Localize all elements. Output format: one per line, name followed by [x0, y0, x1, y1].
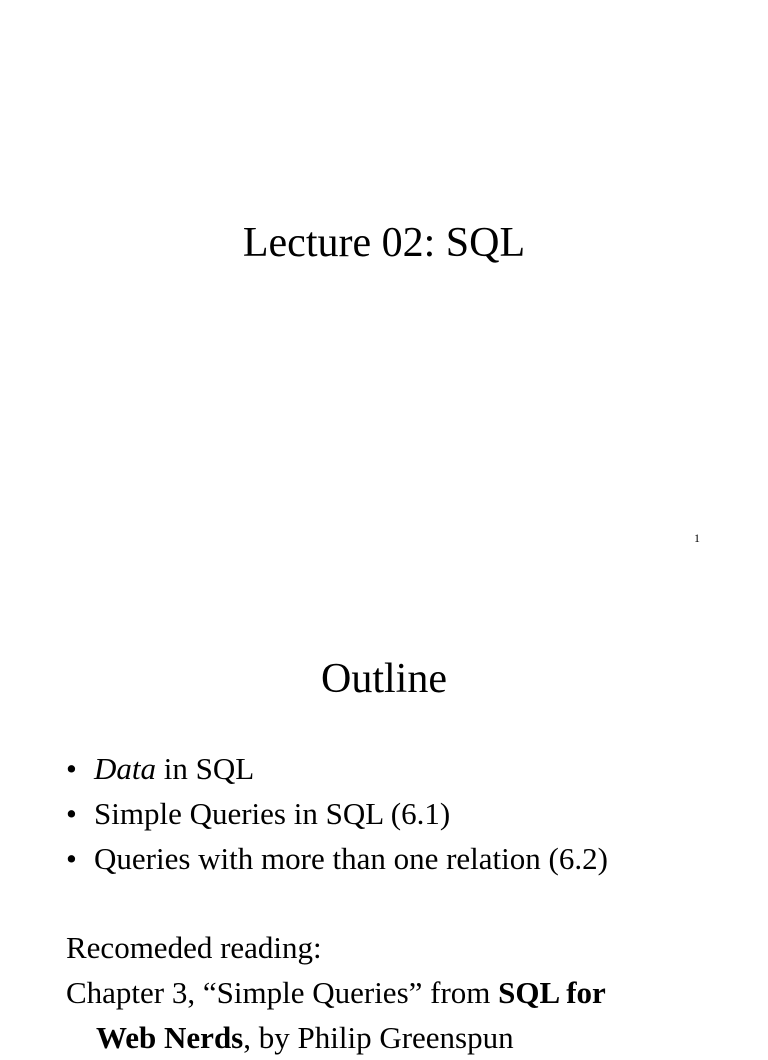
- outline-item-label: Queries with more than one relation (6.2): [94, 841, 608, 876]
- page-number: 1: [694, 531, 700, 545]
- outline-item-label: Simple Queries in SQL (6.1): [94, 796, 451, 831]
- reading-book-title: Web Nerds: [96, 1020, 244, 1055]
- outline-item-label: in SQL: [156, 751, 255, 786]
- slide-title: Lecture 02: SQL: [242, 220, 526, 266]
- outline-item: [66, 836, 608, 881]
- slide-2: [0, 580, 768, 1055]
- reading-author: , by Philip Greenspun: [243, 1020, 514, 1055]
- bullet-icon: •: [66, 751, 77, 786]
- outline-item: [66, 746, 608, 791]
- reading-book-title: SQL for: [498, 975, 606, 1010]
- outline-list: [66, 746, 608, 881]
- outline-item-emphasis: Data: [94, 751, 156, 786]
- reading-citation-line-2: [66, 1015, 606, 1060]
- outline-item: [66, 791, 608, 836]
- reading-citation-line-1: [66, 970, 606, 1015]
- bullet-icon: •: [66, 841, 77, 876]
- bullet-icon: •: [66, 796, 77, 831]
- reading-heading: Recomeded reading:: [66, 930, 322, 965]
- slide-title: Outline: [321, 656, 447, 702]
- recommended-reading: [66, 925, 606, 1060]
- reading-citation-text: Chapter 3, “Simple Queries” from: [66, 975, 499, 1010]
